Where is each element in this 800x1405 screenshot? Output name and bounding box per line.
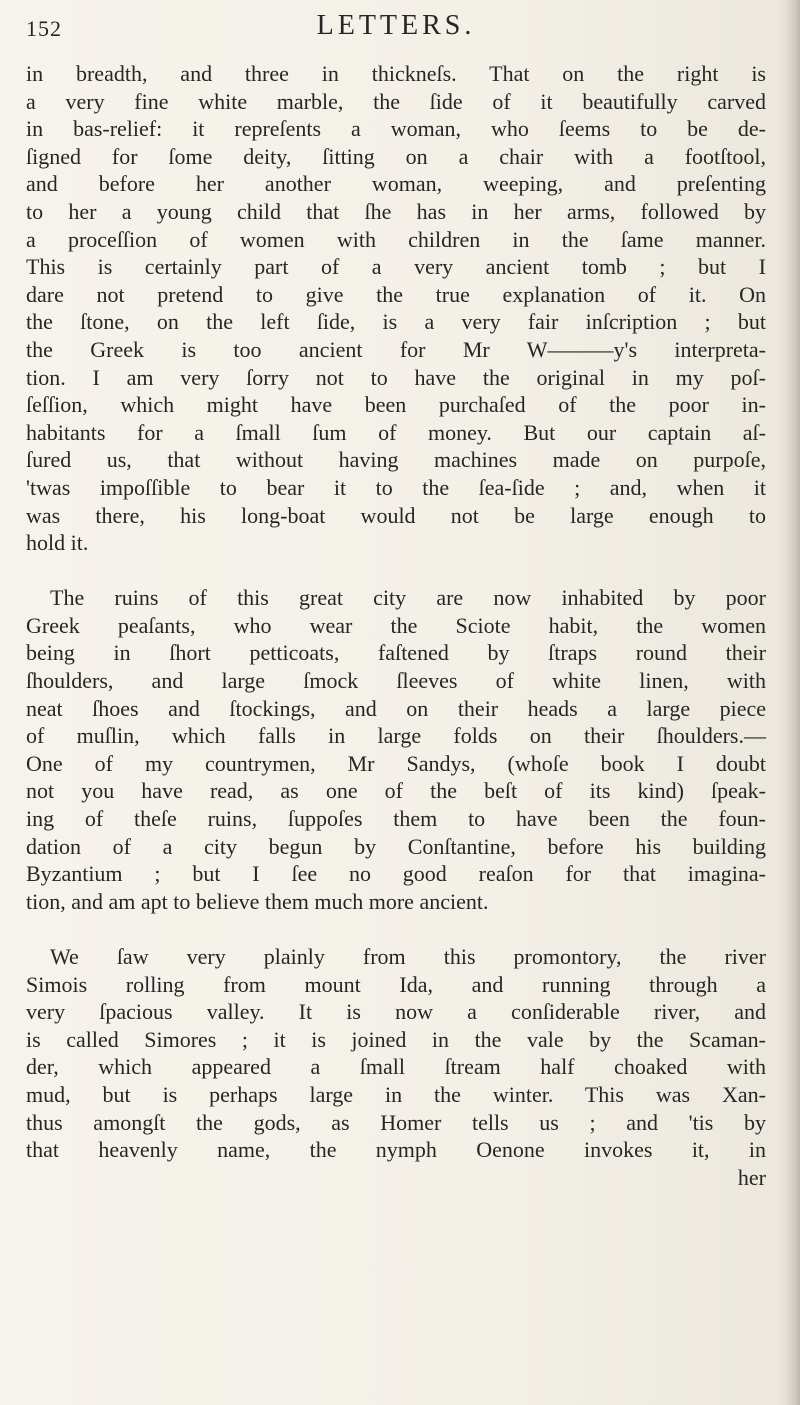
running-head [26,10,766,50]
text-line: ſhoulders, and large ſmock ſleeves of white linen, with [26,668,766,694]
text-line: very ſpacious valley. It is now a conſiderable river, and [26,999,766,1025]
text-line: is called Simores ; it is joined in the vale by the Scaman- [26,1026,766,1052]
text-line: tion. I am very ſorry not to have the original in my poſ- [26,364,766,390]
text-line: We ſaw very plainly from this promontory, the river [50,944,766,969]
text-line: tion, and am apt to believe them much more ancient. [26,888,489,914]
body-text [26,60,766,1191]
text-line: This is certainly part of a very ancient tomb ; but I [26,254,766,280]
text-line: hold it. [26,530,89,556]
text-line: a very fine white marble, the ſide of it beautifully carved [26,88,766,114]
text-line: being in ſhort petticoats, faſtened by ſtraps round their [26,640,766,666]
text-line: ſigned for ſome deity, ſitting on a chair with a footſtool, [26,143,766,169]
text-line: 'twas impoſſible to bear it to the ſea-ſide ; and, when it [26,474,766,500]
text-line: neat ſhoes and ſtockings, and on their heads a large piece [26,695,766,721]
text-line: the ſtone, on the left ſide, is a very fair inſcription ; but [26,309,766,335]
text-line: to her a young child that ſhe has in her arms, followed by [26,198,766,224]
text-line: that heavenly name, the nymph Oenone invokes it, in [26,1137,766,1163]
text-line: the Greek is too ancient for Mr W———y's interpreta- [26,336,766,362]
paragraph-3 [26,943,766,1164]
text-line: in breadth, and three in thickneſs. That on the right is [26,61,766,86]
text-line: mud, but is perhaps large in the winter. This was Xan- [26,1081,766,1107]
text-line: Simois rolling from mount Ida, and running through a [26,971,766,997]
text-line: not you have read, as one of the beſt of its kind) ſpeak- [26,778,766,804]
text-line: in bas-relief: it repreſents a woman, who ſeems to be de- [26,116,766,142]
text-line: dation of a city begun by Conſtantine, before his building [26,833,766,859]
text-line: ing of theſe ruins, ſuppoſes them to have been the foun- [26,806,766,832]
text-line: ſured us, that without having machines made on purpoſe, [26,447,766,473]
page-number: 152 [26,16,62,41]
text-line: One of my countrymen, Mr Sandys, (whoſe book I doubt [26,750,766,776]
text-line: Greek peaſants, who wear the Sciote habit, the women [26,612,766,638]
text-line: Byzantium ; but I ſee no good reaſon for that imagina- [26,861,766,887]
page-edge-shadow [786,0,800,1405]
paragraph-gap [26,915,766,943]
paragraph-2 [26,584,766,915]
catchword: her [737,1164,766,1190]
text-line: ſeſſion, which might have been purchaſed of the poor in- [26,392,766,418]
paragraph-gap [26,557,766,585]
text-line: der, which appeared a ſmall ſtream half choaked with [26,1054,766,1080]
text-line: was there, his long-boat would not be large enough to [26,502,766,528]
paragraph-1 [26,60,766,557]
text-line: dare not pretend to give the true explanation of it. On [26,281,766,307]
text-line: of muſlin, which falls in large folds on their ſhoulders.— [26,723,766,749]
text-line: The ruins of this great city are now inhabited by poor [50,585,766,611]
page-header-title: LETTERS. [316,10,476,41]
text-line: and before her another woman, weeping, and preſenting [26,171,766,197]
text-line: thus amongſt the gods, as Homer tells us ; and 'tis by [26,1109,766,1135]
text-line: habitants for a ſmall ſum of money. But our captain aſ- [26,419,766,445]
text-line: a proceſſion of women with children in the ſame manner. [26,226,766,252]
